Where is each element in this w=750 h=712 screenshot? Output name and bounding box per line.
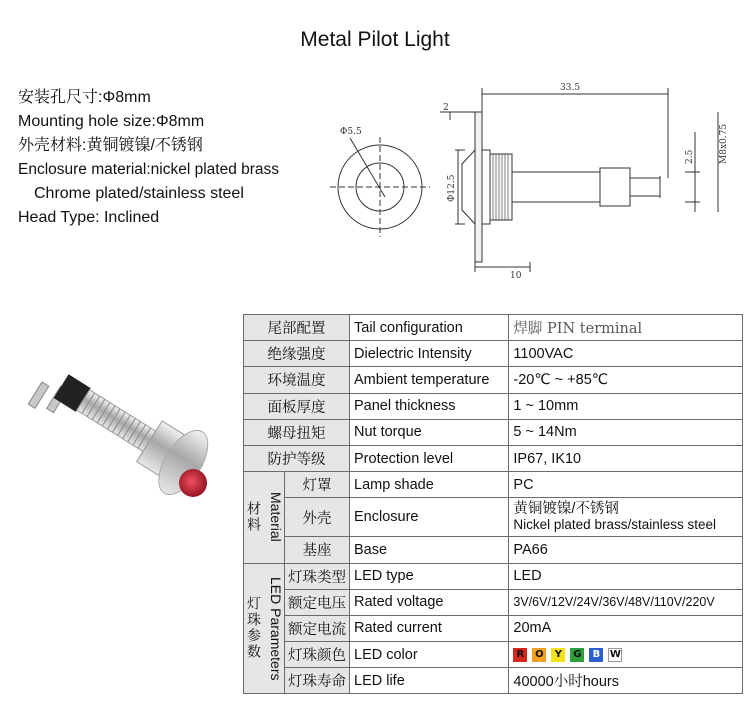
row-cn: 防护等级	[244, 445, 350, 471]
spec-enclosure-cn: 外壳材料:黄铜镀镍/不锈钢	[18, 137, 203, 154]
spec-mount-en: Mounting hole size:Φ8mm	[18, 113, 205, 130]
red-lens	[179, 469, 207, 497]
technical-drawing	[290, 72, 740, 297]
row-en: LED type	[350, 563, 509, 589]
row-en: LED life	[350, 668, 509, 694]
dim-flange: Φ12.5	[447, 174, 457, 202]
table-row	[244, 668, 743, 694]
led-group-en: LED Parameters	[268, 576, 284, 681]
led-group-cn: 灯珠参数	[246, 596, 262, 661]
spec-enclosure-en: Enclosure material:nickel plated brass	[18, 161, 280, 178]
table-row	[244, 393, 743, 419]
row-cn: 灯珠颜色	[285, 642, 350, 668]
row-en: Ambient temperature	[350, 367, 509, 393]
table-row	[244, 367, 743, 393]
row-cn: 环境温度	[244, 367, 350, 393]
product-photo	[12, 360, 242, 530]
panel	[475, 112, 482, 262]
row-val: 40000小时hours	[509, 668, 743, 694]
enclosure-val-cn: 黄铜镀镍/不锈钢	[513, 501, 619, 518]
row-val: -20℃ ~ +85℃	[509, 367, 743, 393]
row-cn: 灯罩	[285, 472, 350, 498]
row-cn: 额定电压	[285, 589, 350, 615]
threaded-body	[512, 172, 600, 202]
row-en: LED color	[350, 642, 509, 668]
row-val: 20mA	[509, 615, 743, 641]
page-title: Metal Pilot Light	[300, 28, 450, 51]
dim-head: Φ5.5	[340, 127, 362, 137]
row-en: Rated voltage	[350, 589, 509, 615]
row-en: Enclosure	[350, 498, 509, 537]
row-en: Nut torque	[350, 419, 509, 445]
dim-2: 2	[443, 103, 449, 113]
row-val	[509, 498, 743, 537]
table-row	[244, 341, 743, 367]
table-row	[244, 642, 743, 668]
row-en: Panel thickness	[350, 393, 509, 419]
row-en: Protection level	[350, 445, 509, 471]
spec-chrome: Chrome plated/stainless steel	[34, 185, 244, 202]
row-val: 3V/6V/12V/24V/36V/48V/110V/220V	[509, 589, 743, 615]
table-row	[244, 315, 743, 341]
table-row	[244, 445, 743, 471]
dim-10: 10	[510, 271, 522, 281]
led-color-red: R	[513, 648, 527, 662]
row-cn: 灯珠寿命	[285, 668, 350, 694]
dim-2-5: 2.5	[685, 149, 695, 164]
spec-mount-cn: 安装孔尺寸:Φ8mm	[18, 89, 151, 106]
table-row	[244, 419, 743, 445]
row-en: Dielectric Intensity	[350, 341, 509, 367]
row-en: Rated current	[350, 615, 509, 641]
dim-thread: M8x0.75	[719, 123, 729, 164]
row-en: Base	[350, 537, 509, 563]
led-color-yellow: Y	[551, 648, 565, 662]
spec-table	[243, 314, 743, 694]
led-color-green: G	[570, 648, 584, 662]
led-color-white: W	[609, 648, 621, 660]
table-row	[244, 498, 743, 537]
led-color-orange: O	[532, 648, 546, 662]
material-group-label	[244, 472, 285, 563]
row-val: 5 ~ 14Nm	[509, 419, 743, 445]
table-row	[244, 615, 743, 641]
row-cn: 螺母扭矩	[244, 419, 350, 445]
row-en: Lamp shade	[350, 472, 509, 498]
row-val: PC	[509, 472, 743, 498]
row-en: Tail configuration	[350, 315, 509, 341]
material-group-en: Material	[268, 492, 284, 543]
row-cn: 额定电流	[285, 615, 350, 641]
row-cn: 尾部配置	[244, 315, 350, 341]
led-color-swatches	[509, 642, 743, 668]
material-group-cn: 材料	[246, 501, 262, 534]
row-val: PA66	[509, 537, 743, 563]
led-group-label	[244, 563, 285, 694]
enclosure-val-en: Nickel plated brass/stainless steel	[513, 517, 716, 533]
spec-head-type: Head Type: Inclined	[18, 209, 160, 226]
row-val: 1100VAC	[509, 341, 743, 367]
row-cn: 绝缘强度	[244, 341, 350, 367]
dim-length: 33.5	[560, 83, 581, 93]
led-color-blue: B	[589, 648, 603, 662]
table-row	[244, 563, 743, 589]
table-row	[244, 589, 743, 615]
row-cn: 面板厚度	[244, 393, 350, 419]
row-cn: 外壳	[285, 498, 350, 537]
row-cn: 基座	[285, 537, 350, 563]
table-row	[244, 537, 743, 563]
spec-summary	[18, 86, 279, 230]
row-val: 1 ~ 10mm	[509, 393, 743, 419]
row-val: 焊脚 PIN terminal	[509, 315, 743, 341]
row-val: IP67, IK10	[509, 445, 743, 471]
row-val: LED	[509, 563, 743, 589]
table-row	[244, 472, 743, 498]
row-cn: 灯珠类型	[285, 563, 350, 589]
threaded-body	[77, 390, 156, 452]
